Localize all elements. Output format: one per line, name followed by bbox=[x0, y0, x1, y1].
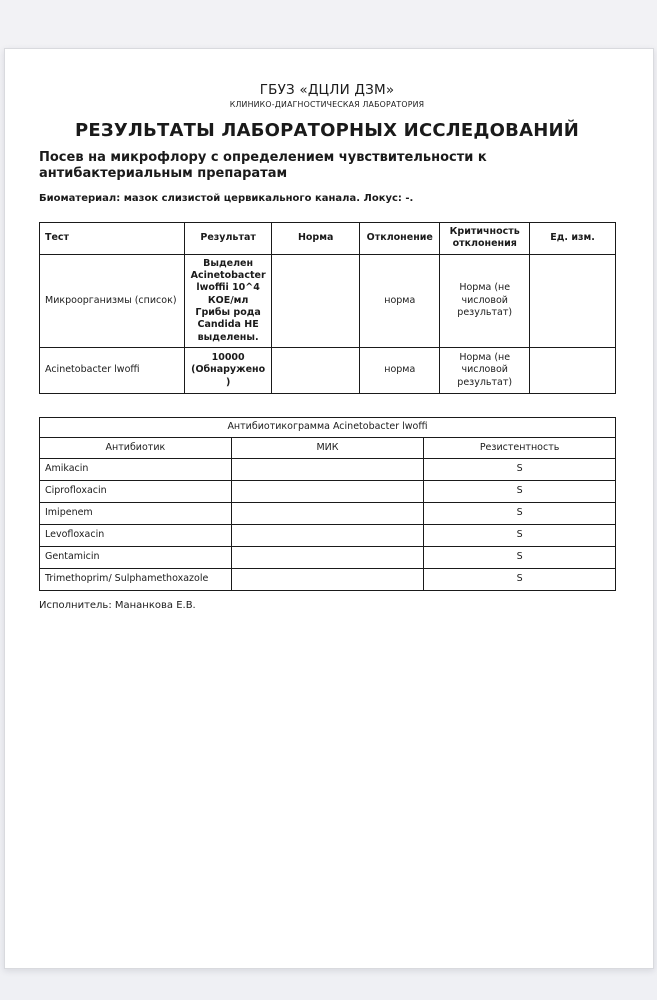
antibiogram-table bbox=[39, 417, 616, 591]
cell-mic bbox=[231, 459, 423, 481]
cell-mic bbox=[231, 569, 423, 591]
column-header-result: Результат bbox=[185, 222, 272, 254]
column-header-mic: МИК bbox=[231, 438, 423, 459]
cell-mic bbox=[231, 481, 423, 503]
cell-mic bbox=[231, 525, 423, 547]
results-table bbox=[39, 222, 616, 394]
cell-resistance: S bbox=[424, 569, 616, 591]
executor-info: Исполнитель: Мананкова Е.В. bbox=[39, 600, 196, 612]
table-row bbox=[40, 547, 616, 569]
biomaterial-info: Биоматериал: мазок слизистой цервикального канала. Локус: -. bbox=[39, 192, 414, 204]
column-header-antibiotic: Антибиотик bbox=[40, 438, 232, 459]
cell-deviation: норма bbox=[360, 254, 440, 347]
cell-result: 10000 (Обнаружено) bbox=[185, 348, 272, 394]
column-header-criticality: Критичность отклонения bbox=[440, 222, 530, 254]
cell-resistance: S bbox=[424, 503, 616, 525]
report-title: РЕЗУЛЬТАТЫ ЛАБОРАТОРНЫХ ИССЛЕДОВАНИЙ bbox=[75, 120, 579, 141]
antibiogram-header-row bbox=[40, 438, 616, 459]
cell-unit bbox=[530, 254, 616, 347]
table-row bbox=[40, 459, 616, 481]
table-row bbox=[40, 569, 616, 591]
column-header-resistance: Резистентность bbox=[424, 438, 616, 459]
cell-mic bbox=[231, 547, 423, 569]
table-row bbox=[40, 348, 616, 394]
table-row bbox=[40, 481, 616, 503]
antibiogram-title-row bbox=[40, 418, 616, 438]
report-page bbox=[4, 48, 654, 969]
column-header-test: Тест bbox=[40, 222, 185, 254]
organization-subtitle: КЛИНИКО-ДИАГНОСТИЧЕСКАЯ ЛАБОРАТОРИЯ bbox=[229, 100, 425, 109]
results-table-header-row bbox=[40, 222, 616, 254]
cell-test: Микроорганизмы (список) bbox=[40, 254, 185, 347]
cell-criticality: Норма (не числовой результат) bbox=[440, 348, 530, 394]
column-header-deviation: Отклонение bbox=[360, 222, 440, 254]
test-name: Посев на микрофлору с определением чувствительности к антибактериальным препаратам bbox=[39, 150, 487, 181]
cell-result: Выделен Acinetobacter lwoffii 10^4 КОЕ/мл Грибы рода Candida НЕ выделены. bbox=[185, 254, 272, 347]
cell-antibiotic: Levofloxacin bbox=[40, 525, 232, 547]
cell-resistance: S bbox=[424, 547, 616, 569]
cell-antibiotic: Trimethoprim/ Sulphamethoxazole bbox=[40, 569, 232, 591]
organization-name: ГБУЗ «ДЦЛИ ДЗМ» bbox=[259, 82, 395, 98]
cell-mic bbox=[231, 503, 423, 525]
cell-unit bbox=[530, 348, 616, 394]
report-content bbox=[5, 49, 653, 611]
cell-norm bbox=[272, 348, 360, 394]
cell-resistance: S bbox=[424, 525, 616, 547]
cell-antibiotic: Ciprofloxacin bbox=[40, 481, 232, 503]
cell-norm bbox=[272, 254, 360, 347]
column-header-unit: Ед. изм. bbox=[530, 222, 616, 254]
antibiogram-title: Антибиотикограмма Acinetobacter lwoffi bbox=[40, 418, 616, 438]
cell-criticality: Норма (не числовой результат) bbox=[440, 254, 530, 347]
table-row bbox=[40, 525, 616, 547]
cell-resistance: S bbox=[424, 459, 616, 481]
table-row bbox=[40, 254, 616, 347]
cell-resistance: S bbox=[424, 481, 616, 503]
table-row bbox=[40, 503, 616, 525]
cell-antibiotic: Amikacin bbox=[40, 459, 232, 481]
cell-deviation: норма bbox=[360, 348, 440, 394]
cell-antibiotic: Imipenem bbox=[40, 503, 232, 525]
cell-test: Acinetobacter lwoffi bbox=[40, 348, 185, 394]
column-header-norm: Норма bbox=[272, 222, 360, 254]
cell-antibiotic: Gentamicin bbox=[40, 547, 232, 569]
